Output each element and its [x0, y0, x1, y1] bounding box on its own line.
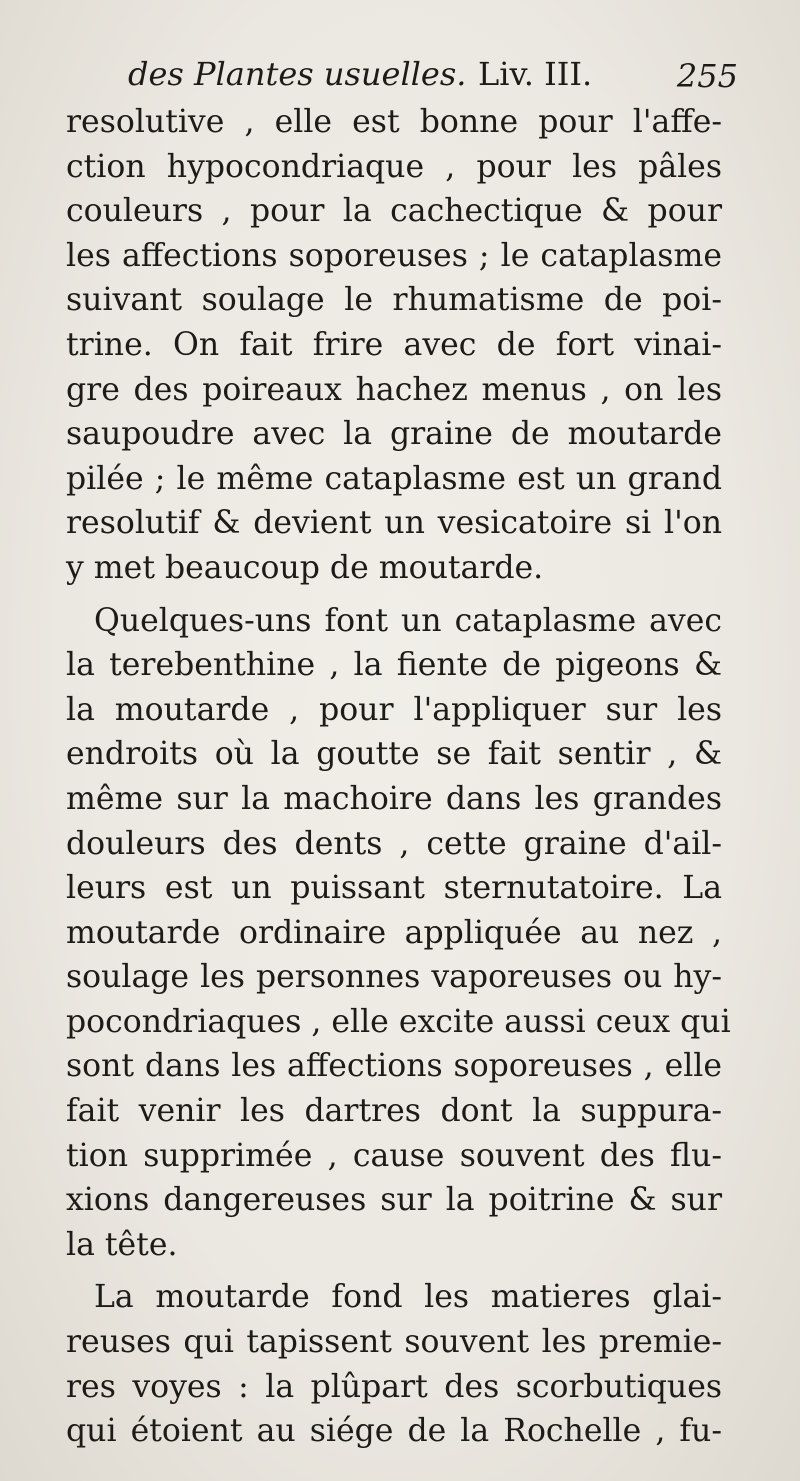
- text-line: la terebenthine , la fiente de pigeons &: [66, 647, 722, 684]
- text-line: les affections soporeuses ; le cataplasme: [66, 237, 722, 274]
- running-title: des Plantes usuelles.: [128, 55, 467, 93]
- text-line: saupoudre avec la graine de moutarde: [66, 416, 722, 453]
- text-line: même sur la machoire dans les grandes: [66, 780, 722, 817]
- text-line: douleurs des dents , cette graine d'ail-: [66, 825, 722, 862]
- text-line: ction hypocondriaque , pour les pâles: [66, 148, 722, 185]
- text-line: La moutarde fond les matieres glai-: [94, 1279, 722, 1316]
- text-line: xions dangereuses sur la poitrine & sur: [66, 1182, 722, 1219]
- text-line: pilée ; le même cataplasme est un grand: [66, 460, 722, 497]
- running-header: [128, 52, 738, 96]
- text-line: resolutif & devient un vesicatoire si l'on: [66, 505, 722, 542]
- text-line: sont dans les affections soporeuses , elle: [66, 1048, 722, 1085]
- text-line: y met beaucoup de moutarde.: [66, 549, 544, 586]
- text-line: moutarde ordinaire appliquée au nez ,: [66, 914, 722, 951]
- text-line: couleurs , pour la cachectique & pour: [66, 193, 722, 230]
- text-line: res voyes : la plûpart des scorbutiques: [66, 1368, 722, 1405]
- text-line: trine. On fait frire avec de fort vinai-: [66, 326, 722, 363]
- text-line: la tête.: [66, 1226, 178, 1263]
- text-line: Quelques-uns font un cataplasme avec: [94, 602, 722, 639]
- text-line: leurs est un puissant sternutatoire. La: [66, 870, 722, 907]
- text-line: fait venir les dartres dont la suppura-: [66, 1093, 722, 1130]
- text-line: la moutarde , pour l'appliquer sur les: [66, 691, 722, 728]
- page-number: 255: [676, 57, 738, 95]
- page-body: [66, 100, 731, 1454]
- text-line: soulage les personnes vaporeuses ou hy-: [66, 959, 722, 996]
- paragraph: [66, 100, 722, 591]
- paragraph: [66, 599, 731, 1268]
- paragraph: [66, 1275, 722, 1453]
- text-line: endroits où la goutte se fait sentir , &: [66, 736, 722, 773]
- text-line: tion supprimée , cause souvent des flu-: [66, 1137, 722, 1174]
- text-line: pocondriaques , elle excite aussi ceux qui: [66, 1003, 731, 1040]
- book-number: Liv. III.: [478, 55, 593, 93]
- text-line: gre des poireaux hachez menus , on les: [66, 371, 722, 408]
- text-line: qui étoient au siége de la Rochelle , fu-: [66, 1413, 722, 1450]
- text-line: resolutive , elle est bonne pour l'affe-: [66, 104, 722, 140]
- text-line: suivant soulage le rhumatisme de poi-: [66, 282, 722, 319]
- text-line: reuses qui tapissent souvent les premie-: [66, 1324, 722, 1361]
